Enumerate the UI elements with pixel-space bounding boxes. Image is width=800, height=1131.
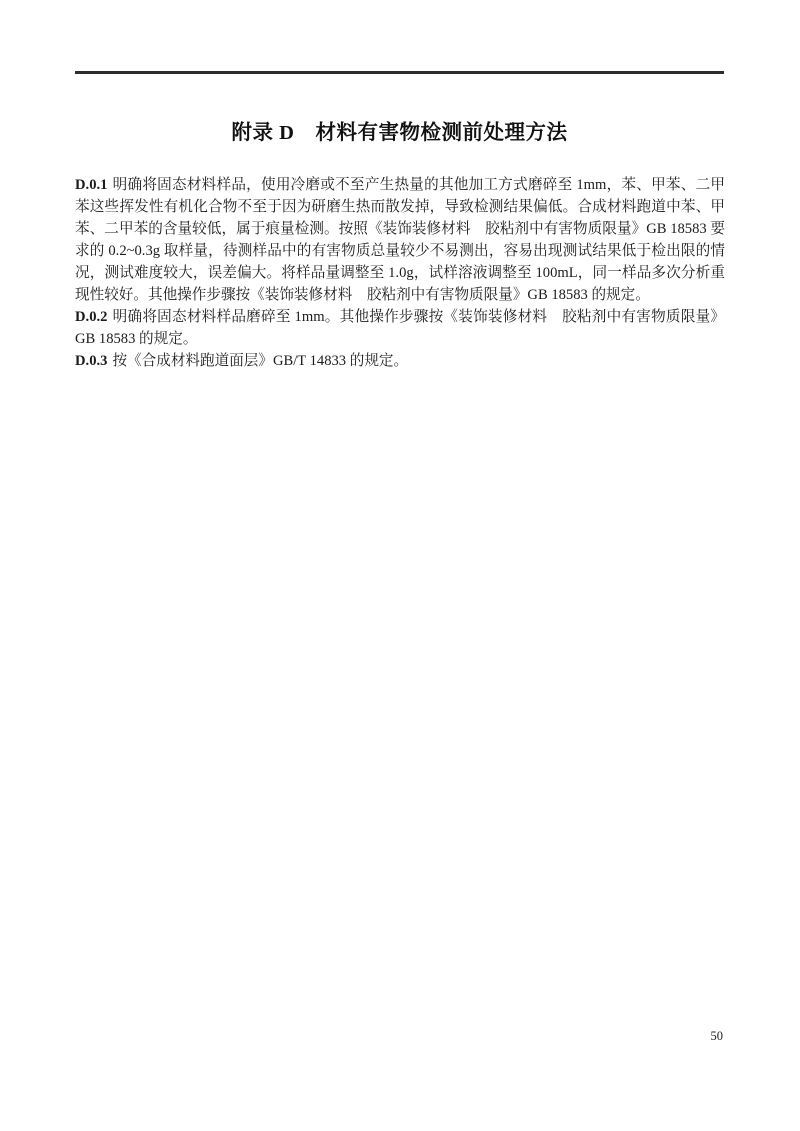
clause-d02 [75,306,725,350]
clause-text: 按《合成材料跑道面层》GB/T 14833 的规定。 [112,353,409,369]
clause-d03 [75,350,725,372]
clause-label: D.0.3 [75,353,108,369]
clause-d01 [75,174,725,306]
clause-text: 明确将固态材料样品磨碎至 1mm。其他操作步骤按《装饰装修材料 胶粘剂中有害物质限量》GB 18583 的规定。 [75,309,725,347]
document-body [75,174,725,372]
clause-label: D.0.2 [75,309,108,325]
clause-text: 明确将固态材料样品，使用冷磨或不至产生热量的其他加工方式磨碎至 1mm，苯、甲苯、二甲苯这些挥发性有机化合物不至于因为研磨生热而散发掉，导致检测结果偏低。合成材料跑道中苯、甲苯、二甲苯的含量较低，属于痕量检测。按照《装饰装修材料 胶粘剂中有害物质限量》GB 18583 要求的 0.2~0.3g 取样量，待测样品中的有害物质总量较少不易测出，容易出现测试结果低于检出限的情况，测试难度较大，误差偏大。将样品量调整至 1.0g，试样溶液调整至 100mL，同一样品多次分析重现性较好。其他操作步骤按《装饰装修材料 胶粘剂中有害物质限量》GB 18583 的规定。 [75,177,725,303]
header-rule [75,71,724,74]
clause-label: D.0.1 [75,177,108,193]
page-number: 50 [710,1029,723,1043]
page-title: 附录 D 材料有害物检测前处理方法 [231,122,568,144]
